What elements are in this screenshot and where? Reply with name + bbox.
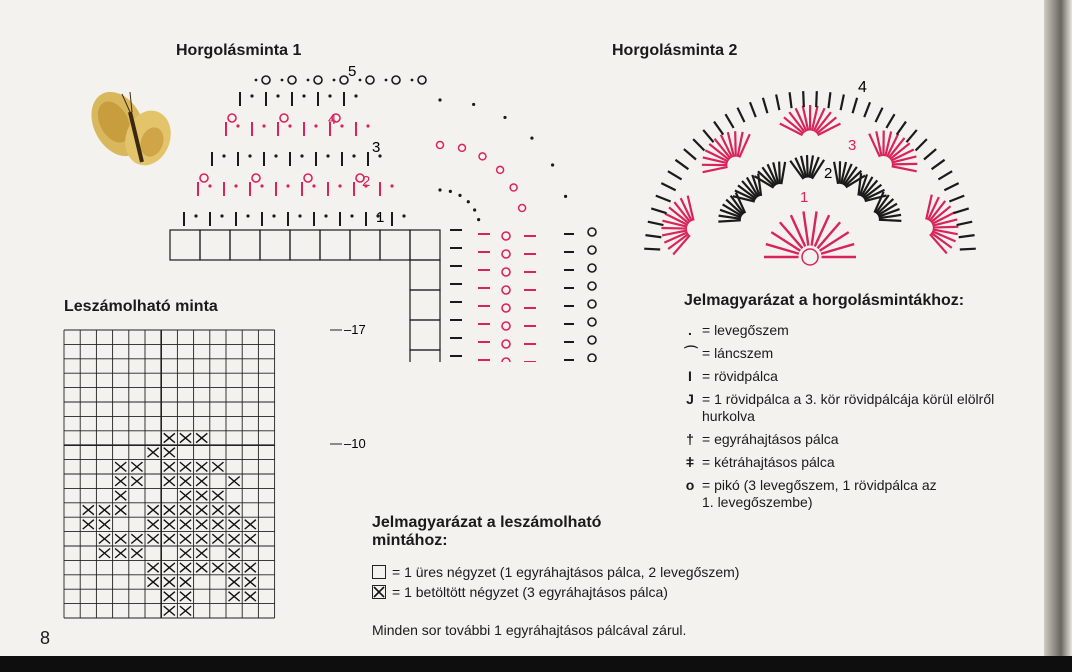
pattern2-row-1: 1 (800, 189, 809, 206)
pattern-legend (684, 322, 1024, 517)
legend-item (684, 322, 1024, 339)
legend-text: = pikó (3 levegőszem, 1 rövidpálca az (702, 477, 937, 493)
legend-text: 1. levegőszembe) (702, 494, 813, 510)
pattern1-row-3: 3 (372, 139, 381, 156)
pattern2-row-4: 4 (858, 79, 867, 96)
pattern2-title: Horgolásminta 2 (612, 42, 738, 59)
pattern2-row-2: 2 (824, 165, 833, 182)
page-spine-edge (1044, 0, 1072, 672)
legend-symbol: o (685, 477, 695, 493)
chart-title: Leszámolható minta (64, 298, 218, 315)
pattern2-diagram (632, 62, 982, 287)
pattern1-row-1: 1 (376, 209, 385, 226)
page-number: 8 (40, 628, 51, 648)
svg-text:–17: –17 (344, 322, 366, 337)
legend-text: = egyráhajtásos pálca (702, 431, 839, 447)
legend-symbol: J (686, 391, 694, 407)
legend-item (684, 368, 1024, 385)
legend-item (684, 477, 1024, 494)
pattern-legend-heading: Jelmagyarázat a horgolásmintákhoz: (684, 292, 965, 309)
filled-square-icon (372, 585, 386, 599)
legend-item (684, 454, 1024, 471)
pattern1-title: Horgolásminta 1 (176, 42, 302, 59)
legend-symbol: ǂ (685, 454, 695, 470)
legend-item (684, 408, 1024, 425)
legend-symbol: I (688, 368, 692, 384)
scan-bottom-bar (0, 656, 1072, 672)
chart-legend-filled (372, 584, 668, 601)
row-marker-10: 10 (351, 436, 366, 451)
legend-text: = kétráhajtásos pálca (702, 454, 835, 470)
empty-square-icon (372, 565, 386, 579)
legend-text: = rövidpálca (702, 368, 778, 384)
filet-chart-grid (60, 322, 370, 620)
row-marker-17: 17 (351, 322, 366, 337)
legend-item (684, 345, 1024, 362)
legend-text: hurkolva (702, 408, 755, 424)
empty-square-text: = 1 üres négyzet (1 egyráhajtásos pálca, 2 levegőszem) (392, 564, 740, 580)
chart-legend-heading (372, 514, 601, 550)
pattern1-row-2: 2 (362, 173, 371, 190)
legend-item (684, 391, 1024, 408)
legend-symbol: † (686, 431, 694, 447)
svg-text:–10: –10 (344, 436, 366, 451)
pattern1-diagram (160, 62, 610, 362)
pattern2-row-3: 3 (848, 137, 857, 154)
legend-symbol: ⌒ (684, 345, 698, 361)
pattern1-row-4: 4 (328, 111, 337, 128)
chart-legend-heading-line1: Jelmagyarázat a leszámolható (372, 514, 602, 531)
legend-text: = láncszem (702, 345, 774, 361)
legend-item (684, 431, 1024, 448)
legend-item (684, 494, 1024, 511)
footer-note: Minden sor további 1 egyráhajtásos pálcával zárul. (372, 622, 687, 638)
chart-legend-empty (372, 564, 739, 581)
legend-text: = 1 rövidpálca a 3. kör rövidpálcája körül elölről (702, 391, 995, 407)
filled-square-text: = 1 betöltött négyzet (3 egyráhajtásos pálca) (392, 584, 668, 600)
chart-legend-heading-line2: mintához: (372, 532, 448, 549)
pattern1-stitches (184, 76, 596, 362)
pattern2-stitches (644, 91, 976, 265)
legend-symbol: . (688, 322, 692, 338)
legend-text: = levegőszem (702, 322, 789, 338)
pattern1-row-5: 5 (348, 63, 357, 80)
